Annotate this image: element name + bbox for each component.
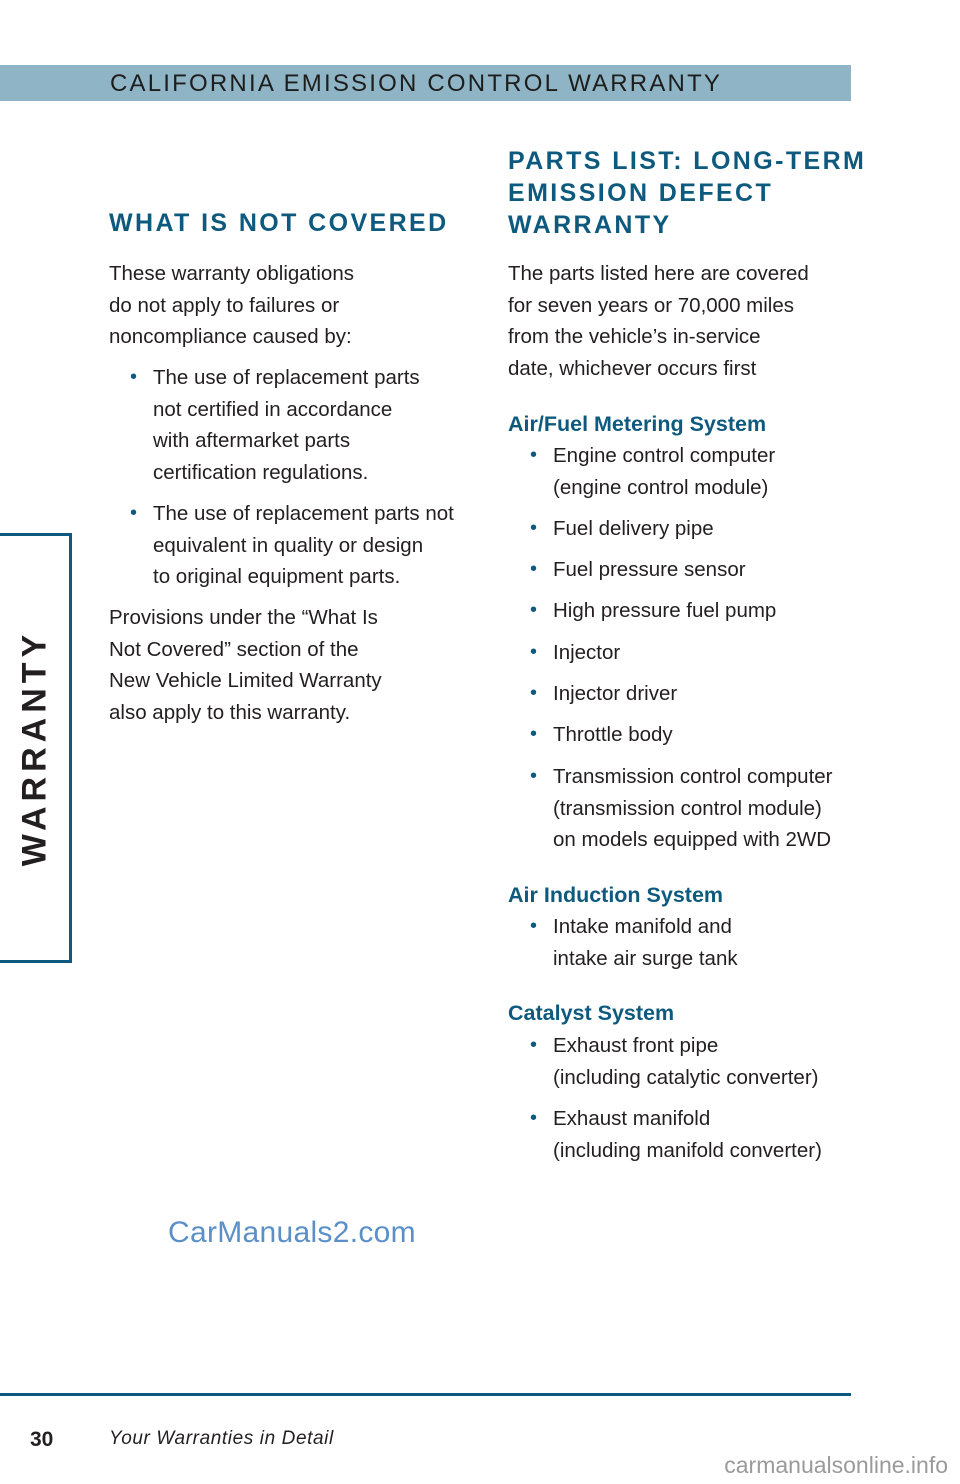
subheading-catalyst: Catalyst System [508,1001,675,1025]
list-item: • High pressure fuel pump [553,595,776,627]
bullet-icon: • [530,915,538,937]
page-header-title: CALIFORNIA EMISSION CONTROL WARRANTY [110,70,723,97]
list-item: • Engine control computer (engine control module) [553,440,775,503]
list-item: • Injector [553,637,620,669]
page-number: 30 [30,1428,54,1451]
section-heading-parts-list: PARTS LIST: LONG-TERM EMISSION DEFECT WARRANTY [508,147,867,239]
watermark-text: CarManuals2.com [168,1216,416,1249]
not-covered-intro: These warranty obligations do not apply to failures or noncompliance caused by: [109,262,354,349]
list-item: • Exhaust manifold (including manifold converter) [553,1103,822,1166]
bullet-icon: • [530,682,538,704]
bullet-icon: • [530,723,538,745]
subheading-air-induction: Air Induction System [508,883,724,907]
list-item: • Transmission control computer (transmission control module) on models equipped with 2WD [553,761,833,856]
bullet-icon: • [530,444,538,466]
list-item: • The use of replacement parts not equivalent in quality or design to original equipment parts. [153,498,454,593]
list-item: • Fuel pressure sensor [553,554,746,586]
bullet-icon: • [530,558,538,580]
footer-site-watermark: carmanualsonline.info [724,1452,948,1478]
list-item: • Exhaust front pipe (including catalytic converter) [553,1030,818,1093]
bullet-icon: • [530,599,538,621]
not-covered-closing: Provisions under the “What Is Not Covered” section of the New Vehicle Limited Warranty also apply to this warranty. [109,606,382,724]
list-item: • Injector driver [553,678,677,710]
bullet-icon: • [530,765,538,787]
bullet-icon: • [530,641,538,663]
bullet-icon: • [530,1107,538,1129]
list-item: • The use of replacement parts not certified in accordance with aftermarket parts certification regulations. [153,362,420,488]
side-tab-label: WARRANTY [15,629,53,867]
side-section-tab [0,533,72,963]
bullet-icon: • [130,366,138,388]
header-bar [0,65,851,101]
list-item: • Throttle body [553,719,673,751]
list-item: • Intake manifold and intake air surge tank [553,911,738,974]
section-heading-not-covered: WHAT IS NOT COVERED [109,209,449,237]
footer-divider [0,1393,851,1396]
footer-title: Your Warranties in Detail [109,1428,334,1449]
subheading-air-fuel-metering: Air/Fuel Metering System [508,412,767,436]
parts-list-intro: The parts listed here are covered for seven years or 70,000 miles from the vehicle’s in-service date, whichever occurs first [508,262,809,380]
list-item: • Fuel delivery pipe [553,513,714,545]
bullet-icon: • [530,517,538,539]
bullet-icon: • [530,1034,538,1056]
bullet-icon: • [130,502,138,524]
